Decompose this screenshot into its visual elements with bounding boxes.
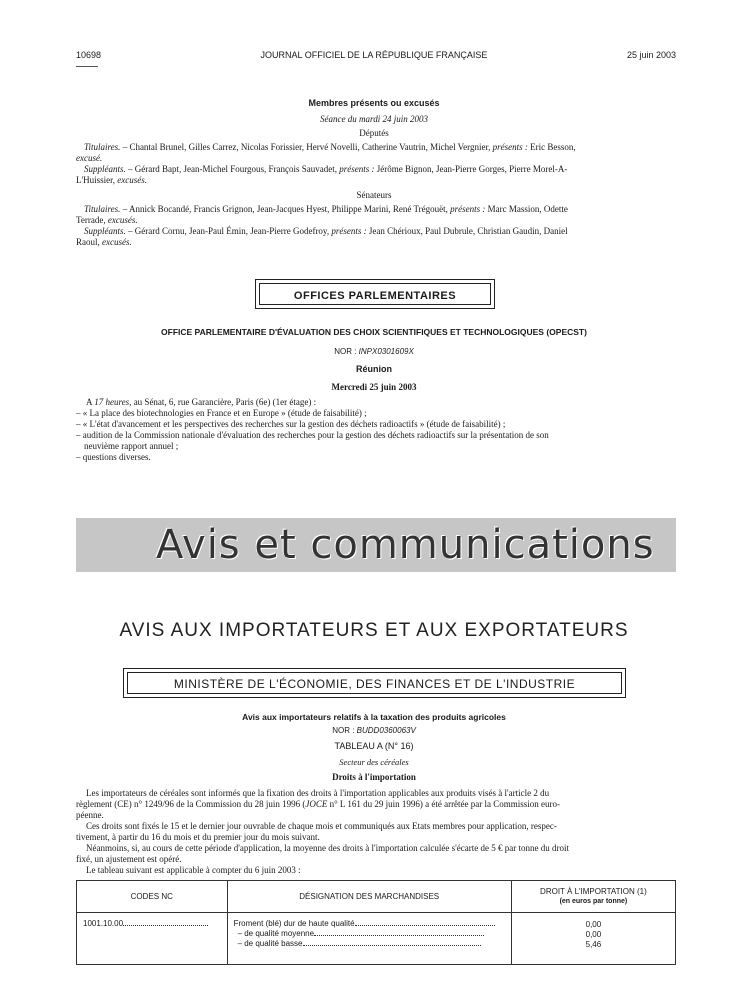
- avis-banner: [76, 518, 676, 572]
- desc-line: [234, 919, 505, 929]
- text: JOCE: [305, 799, 328, 809]
- text: fixé, un ajustement est opéré.: [76, 854, 182, 864]
- desc-text: – de qualité basse: [237, 939, 303, 948]
- col-header-droit: [511, 881, 675, 913]
- text: Raoul,: [76, 237, 102, 247]
- text: règlement (CE) n° 1249/96 de la Commission du 28 juin 1996 (: [76, 799, 306, 809]
- text: Ces droits sont fixés le 15 et le dernier jour ouvrable de chaque mois et communiqués aux Etats membres pour application, respec-: [86, 821, 557, 831]
- cell-values: [511, 913, 675, 965]
- excuses: excusés.: [117, 175, 147, 185]
- notice-nor: [0, 726, 748, 735]
- text: – Annick Bocandé, Francis Grignon, Jean-Jacques Hyest, Philippe Marini, René Trégouët,: [120, 204, 451, 214]
- text: n° L 161 du 29 juin 1996) a été arrêtée par la Commission euro-: [327, 799, 561, 809]
- desc-line: [234, 929, 505, 939]
- office-title: OFFICE PARLEMENTAIRE D'ÉVALUATION DES CHOIX SCIENTIFIQUES ET TECHNOLOGIQUES (OPECST): [161, 327, 587, 337]
- desc-text: Froment (blé) dur de haute qualité: [233, 919, 355, 928]
- offices-title: OFFICES PARLEMENTAIRES: [293, 290, 457, 302]
- text: au Sénat, 6, rue Garancière, Paris (6e) (1er étage) :: [131, 397, 317, 407]
- ministry-box: [127, 672, 622, 694]
- session-date: Séance du mardi 24 juin 2003: [320, 114, 428, 124]
- table-row: [77, 913, 676, 965]
- time: 17 heures,: [94, 397, 132, 407]
- text: Eric Besson,: [527, 142, 576, 152]
- text: Néanmoins, si, au cours de cette période d'application, la moyenne des droits à l'importation calculée s'écarte de 5 € par tonne du droit: [86, 843, 569, 853]
- cell-designation: [227, 913, 511, 965]
- text: Marc Massion, Odette: [485, 204, 568, 214]
- paragraph-3: [76, 843, 676, 865]
- senateurs-titulaires: [76, 204, 676, 226]
- label: Titulaires.: [84, 142, 121, 152]
- reunion-date: Mercredi 25 juin 2003: [331, 382, 417, 392]
- text: – Gérard Cornu, Jean-Paul Émin, Jean-Pierre Godefroy,: [125, 226, 332, 236]
- secteur-heading: Secteur des céréales: [339, 757, 409, 767]
- presents: présents :: [331, 226, 367, 236]
- value: 5,46: [585, 940, 602, 949]
- paragraph-1: [76, 788, 676, 821]
- value: 0,00: [585, 920, 602, 929]
- text: Jean Chérioux, Paul Dubrule, Christian Gaudin, Daniel: [366, 226, 568, 236]
- code-value: 1001.10.00: [83, 919, 124, 928]
- agenda-item: – questions diverses.: [76, 452, 151, 462]
- deputes-heading: Députés: [359, 128, 389, 138]
- tableau-heading: TABLEAU A (N° 16): [334, 741, 414, 751]
- nor-value: BUDD0360063V: [356, 726, 416, 735]
- excuse: excusé.: [76, 153, 103, 163]
- desc-text: – de qualité moyenne: [237, 929, 315, 938]
- nor-label: NOR :: [334, 347, 357, 356]
- nor-label: NOR :: [332, 726, 355, 735]
- agenda-item: neuvième rapport annuel ;: [84, 441, 179, 451]
- agenda-item: – « L'état d'avancement et les perspectives des recherches sur la gestion des déchets radioactifs » (étude de faisabilité) ;: [76, 419, 506, 429]
- paragraph-2: [76, 821, 676, 843]
- presents: présents :: [339, 164, 375, 174]
- leader-dots: [123, 925, 208, 926]
- col-header-designation: DÉSIGNATION DES MARCHANDISES: [227, 881, 511, 913]
- senateurs-heading: Sénateurs: [356, 190, 392, 200]
- presents: présents :: [492, 142, 528, 152]
- value: 0,00: [585, 930, 602, 939]
- excuses: excusés.: [107, 215, 138, 225]
- ministry-title: MINISTÈRE DE L'ÉCONOMIE, DES FINANCES ET DE L'INDUSTRIE: [173, 677, 576, 691]
- leader-dots: [314, 935, 484, 936]
- senateurs-suppleants: [76, 226, 676, 248]
- deputes-suppleants: [76, 164, 676, 186]
- text: – Chantal Brunel, Gilles Carrez, Nicolas Forissier, Hervé Novelli, Catherine Vautrin, Michel Vergnier,: [120, 142, 493, 152]
- text: péenne.: [76, 810, 104, 820]
- deputes-titulaires: [76, 142, 676, 164]
- table-header-row: [77, 881, 676, 913]
- droits-heading: Droits à l'importation: [332, 772, 416, 782]
- avis-main-title: AVIS AUX IMPORTATEURS ET AUX EXPORTATEURS: [119, 620, 629, 641]
- text: Terrade,: [76, 215, 108, 225]
- text: A: [86, 397, 95, 407]
- label: Suppléants.: [84, 226, 126, 236]
- text: – Gérard Bapt, Jean-Michel Fourgous, François Sauvadet,: [125, 164, 340, 174]
- excuses: excusés.: [102, 237, 132, 247]
- office-nor: [0, 347, 748, 356]
- header-date: 25 juin 2003: [626, 50, 676, 60]
- desc-line: [234, 939, 505, 949]
- col-header-droit-line2: (en euros par tonne): [559, 898, 628, 905]
- presents: présents :: [450, 204, 486, 214]
- header-rule: [76, 66, 98, 67]
- agenda-item: – audition de la Commission nationale d'évaluation des recherches pour la gestion des déchets radioactifs sur la présentation de son: [76, 430, 549, 440]
- leader-dots: [355, 925, 495, 926]
- tariff-table: [76, 880, 676, 965]
- reunion-heading: Réunion: [356, 364, 392, 374]
- col-header-droit-line1: DROIT À L'IMPORTATION (1): [540, 887, 647, 896]
- avis-banner-title: Avis et communications: [156, 522, 655, 568]
- notice-title: Avis aux importateurs relatifs à la taxation des produits agricoles: [242, 712, 506, 722]
- text: Le tableau suivant est applicable à compter du 6 juin 2003 :: [86, 865, 301, 875]
- cell-code: [77, 913, 228, 965]
- leader-dots: [303, 945, 481, 946]
- label: Titulaires.: [84, 204, 121, 214]
- text: tivement, à partir du 16 du mois et du premier jour du mois suivant.: [76, 832, 320, 842]
- text: Les importateurs de céréales sont informés que la fixation des droits à l'importation applicables aux produits visés à l'article 2 du: [86, 788, 550, 798]
- journal-title: JOURNAL OFFICIEL DE LA RÉPUBLIQUE FRANÇAISE: [260, 50, 488, 60]
- reunion-location: [76, 397, 676, 408]
- nor-value: INPX0301609X: [358, 347, 414, 356]
- label: Suppléants.: [84, 164, 126, 174]
- text: Jérôme Bignon, Jean-Pierre Gorges, Pierre Morel-A-: [374, 164, 568, 174]
- offices-box: [259, 283, 491, 305]
- agenda-item: – « La place des biotechnologies en France et en Europe » (étude de faisabilité) ;: [76, 408, 367, 418]
- col-header-codes: CODES NC: [77, 881, 228, 913]
- members-heading: Membres présents ou excusés: [308, 98, 440, 108]
- page-number: 10698: [76, 50, 102, 60]
- paragraph-4: [76, 865, 676, 876]
- text: L'Huissier,: [76, 175, 118, 185]
